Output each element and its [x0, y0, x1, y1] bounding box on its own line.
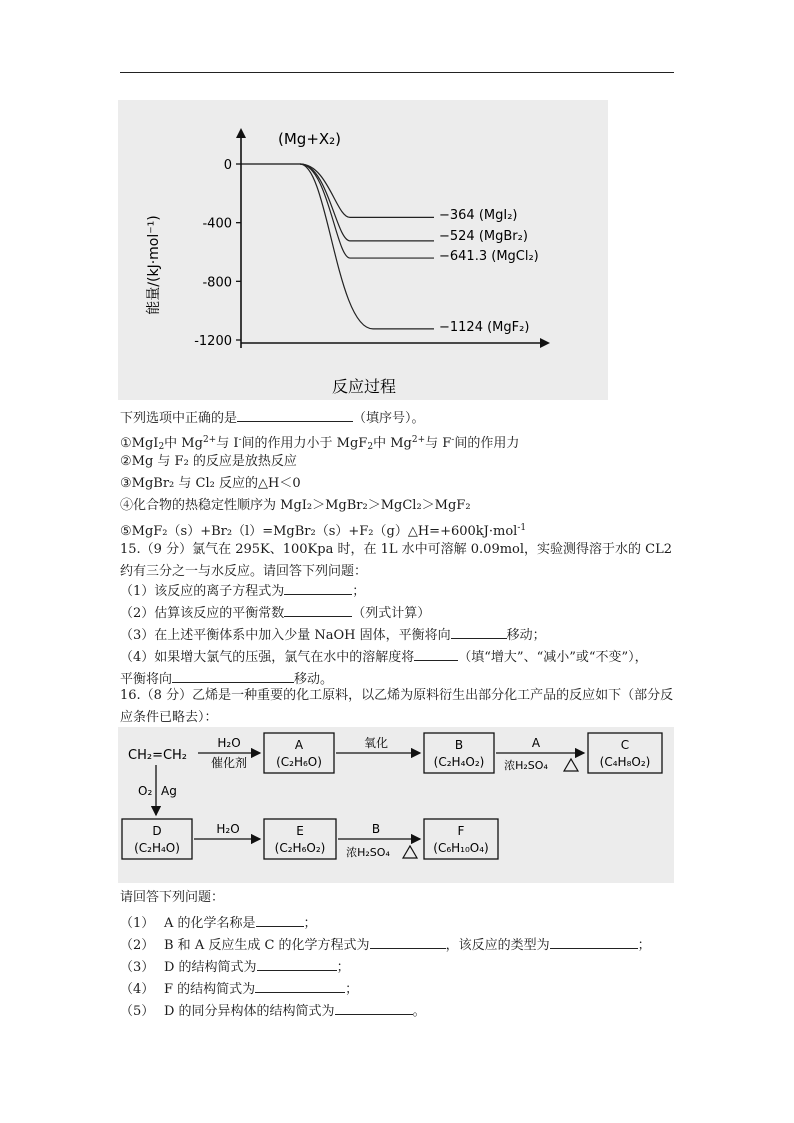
q15-p2-end: （列式计算）: [352, 606, 431, 621]
box-d-name: D: [152, 824, 162, 838]
ethylene-label: CH₂=CH₂: [128, 748, 188, 763]
energy-x-label: 反应过程: [331, 377, 397, 396]
q16-s5-end: 。: [412, 1004, 426, 1019]
q14-opt5-text: ⑤MgF₂（s）+Br₂（l）=MgBr₂（s）+F₂（g）△H=+600kJ·mol: [120, 524, 518, 539]
q16-s3-text: D 的结构简式为: [164, 960, 257, 975]
box-a-formula: (C₂H₆O): [276, 755, 322, 769]
q14-option-4: ④化合物的热稳定性顺序为 MgI₂＞MgBr₂＞MgCl₂＞MgF₂: [120, 498, 471, 513]
box-f-name: F: [457, 824, 465, 838]
reaction-scheme: [118, 727, 674, 883]
q14-intro: [120, 407, 425, 429]
q16-s5-text: D 的同分异构体的结构简式为: [164, 1004, 335, 1019]
box-e-formula: (C₂H₆O₂): [274, 841, 326, 855]
o2-label: O₂: [138, 784, 153, 798]
energy-start-label: (Mg+X₂): [278, 130, 342, 148]
energy-curve-label: −364 (MgI₂): [439, 208, 518, 223]
q14-opt1-seg: 间的作用力小于 MgF: [241, 436, 368, 451]
box-a-name: A: [294, 738, 304, 752]
q16-s4-end: ；: [345, 982, 359, 997]
energy-tick-label: -800: [202, 275, 232, 291]
q16-s2-mid: ，该反应的类型为: [445, 938, 550, 953]
q14-opt1-seg: 间的作用力: [454, 436, 520, 451]
q16-s5-num: （5）: [120, 1004, 155, 1019]
q15-p1-blank[interactable]: [284, 580, 352, 595]
q15-p3-text: （3）在上述平衡体系中加入少量 NaOH 固体，平衡将向: [120, 628, 451, 643]
q16-part-3: [120, 956, 350, 978]
q16-s2-num: （2）: [120, 938, 155, 953]
q15-p4-blank[interactable]: [414, 646, 458, 661]
q14-answer-blank[interactable]: [237, 407, 353, 422]
top-rule: [120, 72, 674, 73]
q15-p1-end: ；: [352, 584, 366, 599]
q15-p4-cont-text: 平衡将向: [120, 672, 173, 687]
q14-opt1-sup: -: [451, 435, 455, 445]
energy-tick-label: -400: [202, 216, 232, 232]
q16-s1-text: A 的化学名称是: [164, 916, 256, 931]
energy-diagram: [118, 100, 608, 400]
q15-stem: 15.（9 分）氯气在 295K、100Kpa 时，在 1L 水中可溶解 0.09mol，实验测得溶于水的 CL2 约有三分之一与水反应。请回答下列问题：: [120, 542, 673, 579]
energy-curve-label: −524 (MgBr₂): [439, 229, 528, 244]
conc-acid-label: 浓H₂SO₄: [504, 759, 548, 772]
q16-part-2: [120, 934, 651, 956]
q16-ask: 请回答下列问题：: [120, 890, 225, 905]
box-b-formula: (C₂H₄O₂): [433, 755, 485, 769]
h2o-top-label: H₂O: [217, 736, 241, 750]
energy-y-label: 能量/(kJ·mol⁻¹): [146, 215, 162, 315]
q15-p4-note: （填“增大”、“减小”或“不变”），: [458, 650, 648, 665]
box-d-formula: (C₂H₄O): [134, 841, 180, 855]
box-c-name: C: [620, 738, 630, 752]
reaction-scheme-svg: [118, 727, 674, 883]
q14-option-3: ③MgBr₂ 与 Cl₂ 反应的△H＜0: [120, 476, 301, 491]
q16-s5-blank[interactable]: [335, 1000, 413, 1015]
q15-p1-text: （1）该反应的离子方程式为: [120, 584, 285, 599]
q16-s2-blank[interactable]: [370, 934, 446, 949]
q16-s2-blank-2[interactable]: [550, 934, 638, 949]
q16-part-1: [120, 912, 317, 934]
q15-p4-blank-2[interactable]: [172, 668, 294, 683]
q16-s1-end: ；: [303, 916, 317, 931]
q16-s4-blank[interactable]: [255, 978, 345, 993]
q14-opt1-sub: 2: [367, 442, 374, 452]
q14-opt1-sub: 2: [158, 442, 165, 452]
energy-tick-label: 0: [223, 158, 232, 173]
q14-opt1-seg: 与 F: [425, 436, 452, 451]
q15-part-4: [120, 646, 648, 668]
reagent-b-label: B: [371, 822, 381, 836]
q16-s2-text: B 和 A 反应生成 C 的化学方程式为: [164, 938, 370, 953]
q16-s2-end: ；: [637, 938, 651, 953]
q15-part-1: [120, 580, 365, 602]
q14-opt1-seg: 中 Mg: [373, 436, 412, 451]
q14-intro-note: （填序号）。: [353, 411, 425, 426]
q14-opt1-sup: -: [238, 435, 242, 445]
conc-acid-label-2: 浓H₂SO₄: [346, 846, 390, 859]
q15-p4-cont-end: 移动。: [294, 672, 334, 687]
energy-curve-label: −641.3 (MgCl₂): [439, 249, 539, 264]
q16-s3-num: （3）: [120, 960, 155, 975]
q16-s4-text: F 的结构简式为: [164, 982, 256, 997]
q16-part-5: [120, 1000, 426, 1022]
q14-intro-text: 下列选项中正确的是: [120, 411, 238, 426]
q16-s1-blank[interactable]: [256, 912, 304, 927]
energy-curve-label: −1124 (MgF₂): [439, 320, 530, 335]
box-c-formula: (C₄H₈O₂): [599, 755, 651, 769]
q16-part-4: [120, 978, 358, 1000]
box-e-name: E: [296, 824, 304, 838]
q14-opt1-sup: 2+: [411, 435, 426, 445]
q15-p3-end: 移动；: [506, 628, 546, 643]
energy-tick-label: -1200: [194, 334, 232, 349]
catalyst-label: 催化剂: [210, 756, 248, 770]
q15-p2-blank[interactable]: [284, 602, 352, 617]
h2o-bottom-label: H₂O: [216, 822, 240, 836]
q14-opt1-sup: 2+: [202, 435, 217, 445]
box-b-name: B: [454, 738, 464, 752]
q15-part-3: [120, 624, 546, 646]
q14-opt1-seg: ①MgI: [120, 436, 159, 451]
reagent-a-label: A: [531, 736, 541, 750]
q14-opt5-sup: -1: [517, 523, 527, 533]
q14-opt1-seg: 与 I: [216, 436, 239, 451]
q15-part-2: [120, 602, 430, 624]
q16-s3-blank[interactable]: [257, 956, 337, 971]
q16-s3-end: ；: [336, 960, 350, 975]
q16-s4-num: （4）: [120, 982, 155, 997]
q15-p2-text: （2）估算该反应的平衡常数: [120, 606, 285, 621]
oxidation-label: 氧化: [363, 736, 389, 750]
q15-p3-blank[interactable]: [451, 624, 507, 639]
q16-s1-num: （1）: [120, 916, 155, 931]
energy-chart-svg: [118, 100, 608, 400]
q14-opt1-seg: 中 Mg: [164, 436, 203, 451]
q16-stem: 16.（8 分）乙烯是一种重要的化工原料，以乙烯为原料衍生出部分化工产品的反应如下（部分反应条件已略去）：: [120, 688, 674, 725]
q15-p4-text: （4）如果增大氯气的压强，氯气在水中的溶解度将: [120, 650, 415, 665]
box-f-formula: (C₆H₁₀O₄): [433, 841, 489, 855]
ag-label: Ag: [161, 784, 177, 798]
q14-option-2: ②Mg 与 F₂ 的反应是放热反应: [120, 454, 297, 469]
